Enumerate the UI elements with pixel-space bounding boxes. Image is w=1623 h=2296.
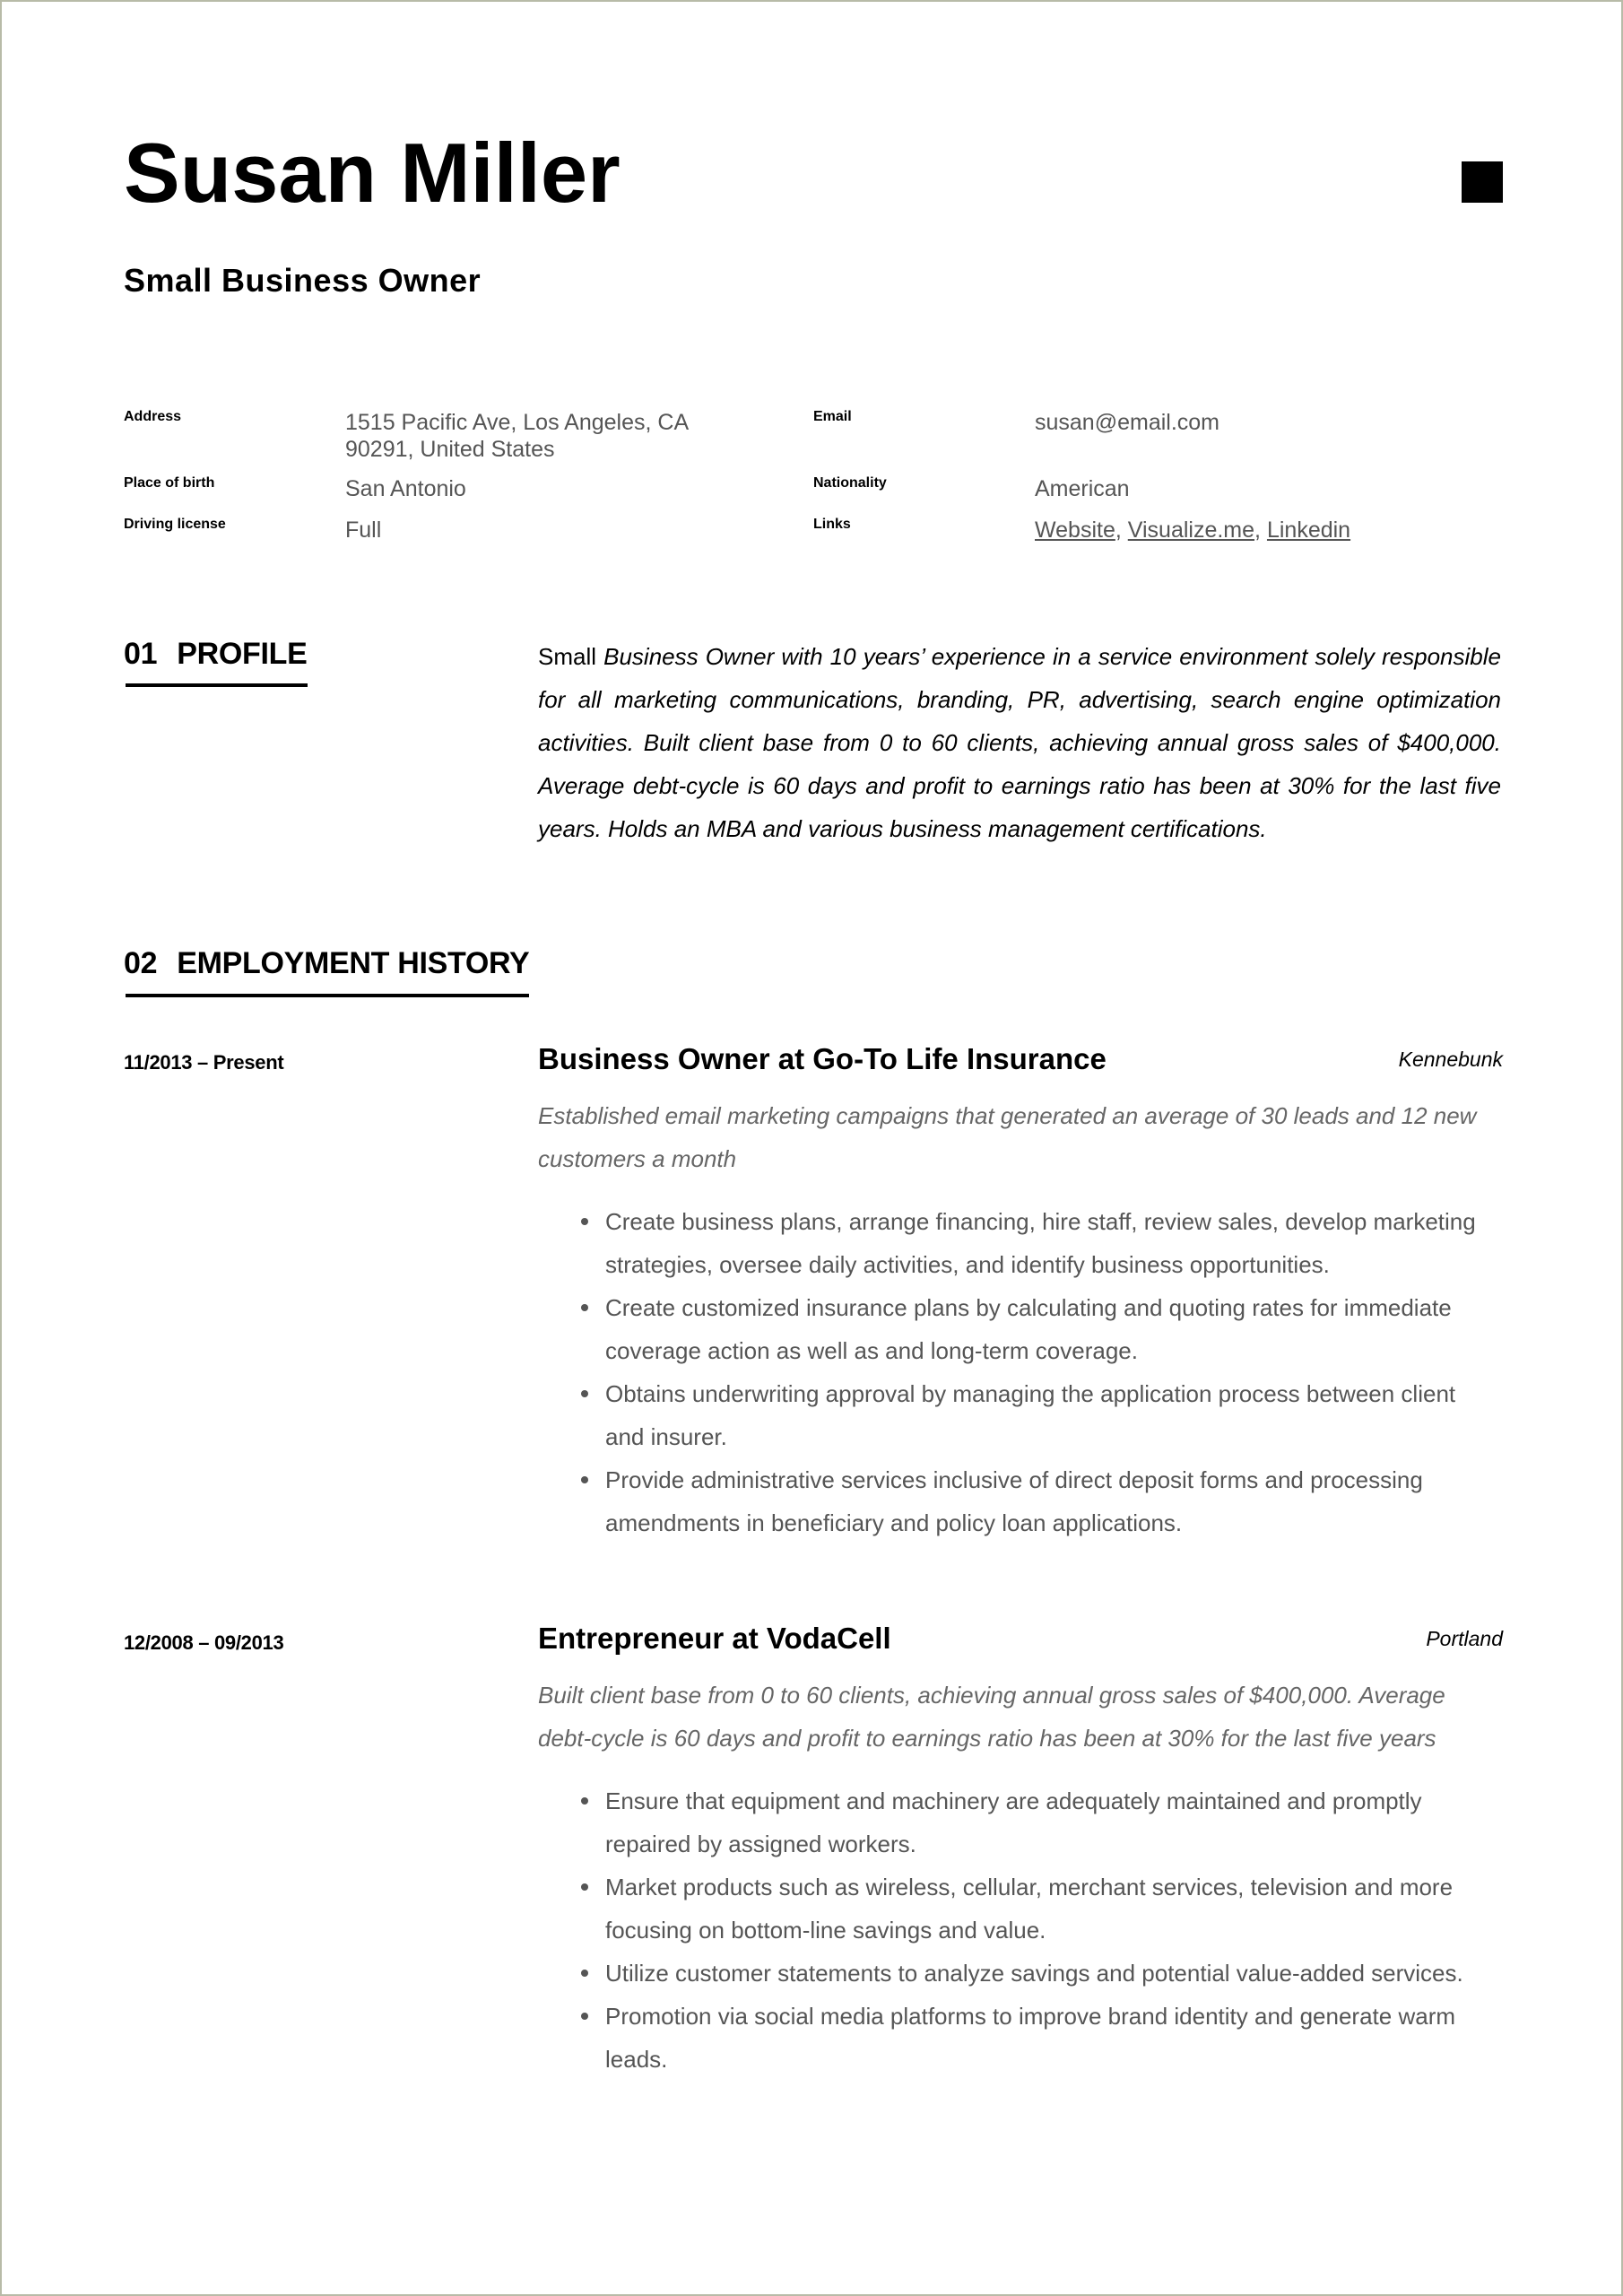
bullet-dot-icon xyxy=(581,1218,588,1225)
profile-first-word: Small xyxy=(538,643,597,670)
candidate-name: Susan Miller xyxy=(124,126,621,220)
job-summary: Established email marketing campaigns that generated an average of 30 leads and 12 new customers a month xyxy=(538,1102,1477,1172)
list-item xyxy=(605,1952,1503,1995)
list-item-text: Promotion via social media platforms to improve brand identity and generate warm leads. xyxy=(605,2003,1456,2073)
job-responsibilities xyxy=(538,1200,1503,1544)
job-title: Business Owner at Go-To Life Insurance xyxy=(538,1042,1107,1075)
list-item xyxy=(605,1779,1503,1866)
email-label: Email xyxy=(813,409,852,424)
profile-section-title: PROFILE xyxy=(177,637,308,671)
employment-heading-underline xyxy=(126,994,529,997)
license-label: Driving license xyxy=(124,517,226,532)
list-item xyxy=(605,1372,1503,1458)
job-dates: 11/2013 – Present xyxy=(124,1051,284,1074)
list-item xyxy=(605,1286,1503,1372)
profile-text: Business Owner with 10 years’ experience in a service environment solely responsible for all marketing communications, branding, PR, advertising, search engine optimization activities. Built client base from 0 to 60 clients, achieving annual gross sales of $400,000. Average debt-cycle is 60 days and profit to earnings ratio has been at 30% for the last five years. Holds an MBA and various business management certifications. xyxy=(538,643,1501,842)
birth-label: Place of birth xyxy=(124,475,215,491)
square-logo-icon xyxy=(1462,161,1503,203)
bullet-dot-icon xyxy=(581,1883,588,1891)
job-location: Portland xyxy=(1426,1627,1503,1650)
address-label: Address xyxy=(124,409,182,424)
address-value xyxy=(345,409,689,463)
list-item-text: Utilize customer statements to analyze savings and potential value-added services. xyxy=(605,1960,1463,1987)
job-entry xyxy=(538,1622,1503,2081)
nationality-value: American xyxy=(1035,476,1130,501)
links-separator: , xyxy=(1115,517,1128,543)
job-header xyxy=(538,1042,1503,1082)
list-item-text: Ensure that equipment and machinery are adequately maintained and promptly repaired by assigned workers. xyxy=(605,1787,1422,1857)
list-item xyxy=(605,1200,1503,1286)
list-item-text: Market products such as wireless, cellular, merchant services, television and more focusing on bottom-line savings and value. xyxy=(605,1874,1454,1944)
profile-heading-underline xyxy=(126,683,308,687)
list-item xyxy=(605,1995,1503,2081)
bullet-dot-icon xyxy=(581,1476,588,1483)
employment-heading xyxy=(124,946,529,981)
job-title: Entrepreneur at VodaCell xyxy=(538,1622,891,1655)
profile-summary xyxy=(538,635,1501,850)
list-item-text: Obtains underwriting approval by managing the application process between client and insurer. xyxy=(605,1380,1456,1450)
list-item xyxy=(605,1866,1503,1952)
links-value xyxy=(1035,517,1350,544)
bullet-dot-icon xyxy=(581,2013,588,2020)
job-dates: 12/2008 – 09/2013 xyxy=(124,1631,284,1654)
links-separator: , xyxy=(1254,517,1267,543)
email-value: susan@email.com xyxy=(1035,410,1220,435)
job-entry xyxy=(538,1042,1503,1544)
list-item-text: Create customized insurance plans by calculating and quoting rates for immediate coverage action as well as and long-term coverage. xyxy=(605,1294,1452,1364)
job-summary: Built client base from 0 to 60 clients, achieving annual gross sales of $400,000. Average debt-cycle is 60 days and profit to earnings ratio has been at 30% for the last five years xyxy=(538,1682,1445,1752)
birth-value: San Antonio xyxy=(345,476,466,501)
list-item-text: Provide administrative services inclusive of direct deposit forms and processing amendments in beneficiary and policy loan applications. xyxy=(605,1466,1423,1536)
address-line-1: 1515 Pacific Ave, Los Angeles, CA xyxy=(345,410,690,435)
job-location: Kennebunk xyxy=(1398,1048,1503,1071)
link-visualize-me[interactable]: Visualize.me xyxy=(1127,517,1255,543)
employment-section-number: 02 xyxy=(124,946,158,980)
job-header xyxy=(538,1622,1503,1661)
employment-section-title: EMPLOYMENT HISTORY xyxy=(177,946,530,980)
bullet-dot-icon xyxy=(581,1304,588,1311)
profile-section-number: 01 xyxy=(124,637,158,671)
list-item-text: Create business plans, arrange financing, hire staff, review sales, develop marketing strategies, oversee daily activities, and identify business opportunities. xyxy=(605,1208,1476,1278)
link-website[interactable]: Website xyxy=(1035,517,1115,543)
link-linkedin[interactable]: Linkedin xyxy=(1266,517,1351,543)
list-item xyxy=(605,1458,1503,1544)
bullet-dot-icon xyxy=(581,1970,588,1977)
nationality-label: Nationality xyxy=(813,475,887,491)
candidate-title: Small Business Owner xyxy=(124,262,482,299)
bullet-dot-icon xyxy=(581,1797,588,1805)
address-line-2: 90291, United States xyxy=(345,437,555,462)
profile-heading xyxy=(124,637,307,672)
license-value: Full xyxy=(345,517,382,543)
bullet-dot-icon xyxy=(581,1390,588,1397)
links-label: Links xyxy=(813,517,851,532)
job-responsibilities xyxy=(538,1779,1503,2081)
